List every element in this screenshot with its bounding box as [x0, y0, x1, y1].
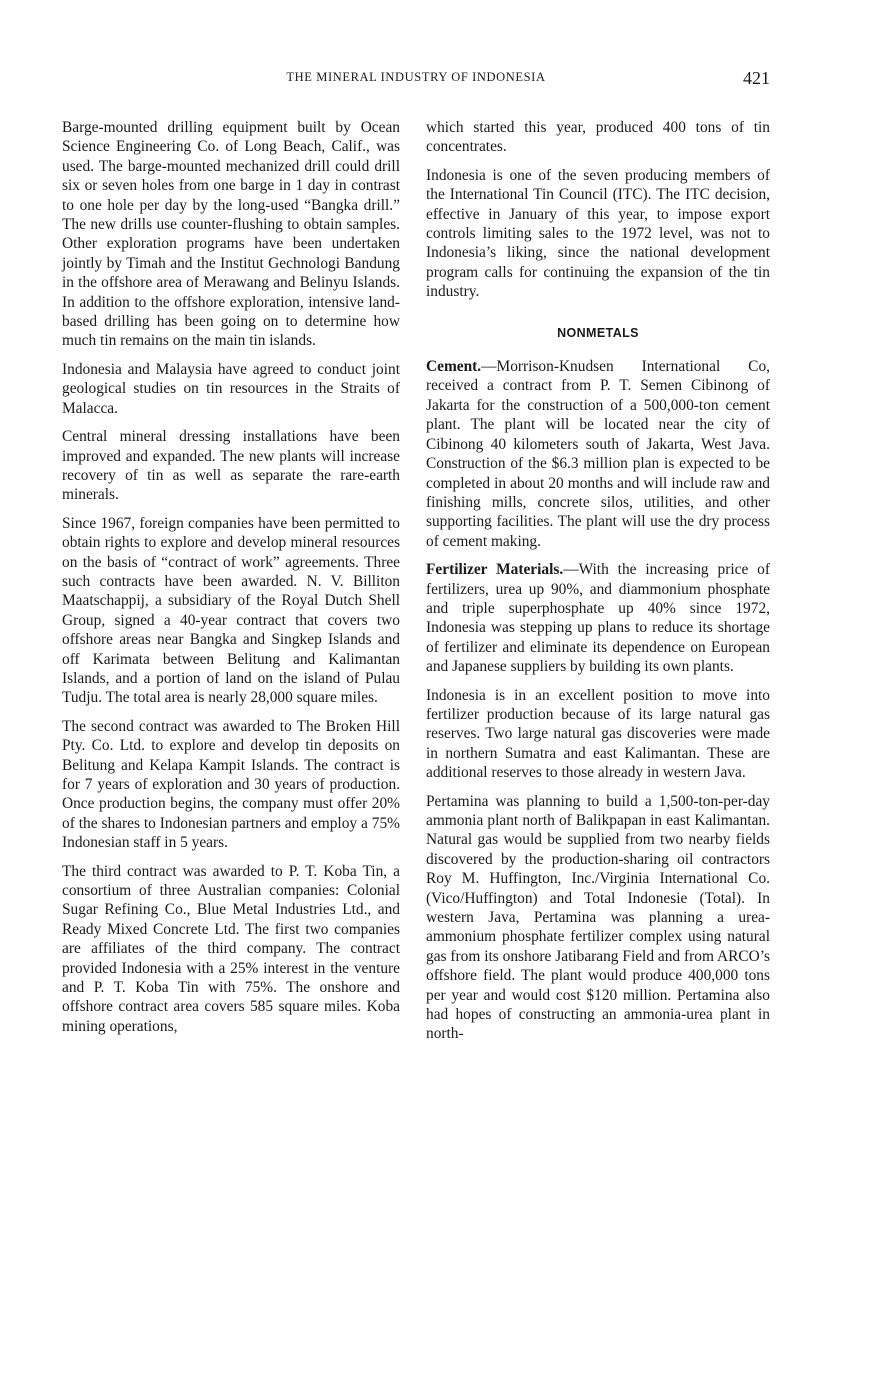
page-header: [62, 68, 770, 94]
paragraph: The second contract was awarded to The Broken Hill Pty. Co. Ltd. to explore and develop tin deposits on Belitung and Kelapa Kampit Islands. The contract is for 7 years of exploration and 30 years of production. Once production begins, the company must offer 20% of the shares to Indonesian partners and employ a 75% Indonesian staff in 5 years.: [62, 717, 400, 852]
left-column: [62, 118, 400, 1045]
paragraph-text: —With the increasing price of fertilizers, urea up 90%, and diammonium phosphate and triple superphosphate up 40% since 1972, Indonesia was stepping up plans to reduce its shortage of fertilizer and eliminate its dependence on European and Japanese suppliers by building its own plants.: [426, 561, 770, 676]
running-head: THE MINERAL INDUSTRY OF INDONESIA: [286, 70, 546, 84]
right-column: [426, 118, 770, 1053]
paragraph-text: —Morrison-Knudsen International Co, received a contract from P. T. Semen Cibinong of Jakarta for the construction of a 500,000-ton cement plant. The plant will be located near the city of Cibinong 40 kilometers south of Jakarta, West Java. Construction of the $6.3 million plan is expected to be completed in about 20 months and will include raw and finishing mills, concrete silos, utilities, and other supporting facilities. The plant will use the dry process of cement making.: [426, 358, 770, 550]
paragraph: The third contract was awarded to P. T. Koba Tin, a consortium of three Australian companies: Colonial Sugar Refining Co., Blue Metal Industries Ltd., and Ready Mixed Concrete Ltd. The first two companies are affiliates of the third company. The contract provided Indonesia with a 25% interest in the venture and P. T. Koba Tin with 75%. The onshore and offshore contract area covers 585 square miles. Koba mining operations,: [62, 862, 400, 1035]
section-heading: NONMETALS: [557, 325, 639, 340]
paragraph: Barge-mounted drilling equipment built by Ocean Science Engineering Co. of Long Beach, Calif., was used. The barge-mounted mechanized drill could drill six or seven holes from one barge in 1 day in contrast to one hole per day by the long-used “Bangka drill.” The new drills use counter-flushing to obtain samples. Other exploration programs have been undertaken jointly by Timah and the Institut Gechnologi Bandung in the offshore area of Merawang and Belinyu Islands. In addition to the offshore exploration, intensive land-based drilling has been going on to determine how much tin remains on the main tin islands.: [62, 119, 400, 350]
paragraph: Indonesia and Malaysia have agreed to conduct joint geological studies on tin resources in the Straits of Malacca.: [62, 360, 400, 417]
paragraph: which started this year, produced 400 tons of tin concentrates.: [426, 119, 770, 156]
paragraph-fertilizer: [426, 560, 770, 676]
run-in-heading: Cement.: [426, 358, 482, 376]
paragraph: Pertamina was planning to build a 1,500-ton-per-day ammonia plant north of Balikpapan in east Kalimantan. Natural gas would be supplied from two nearby fields discovered by the production-sharing oil contractors Roy M. Huffington, Inc./Virginia International Co. (Vico/Huffington) and Total Indonesie (Total). In western Java, Pertamina was planning a urea-ammonium phosphate fertilizer complex using natural gas from its onshore Jatibarang Field and from ARCO’s offshore field. The plant would produce 400,000 tons per year and would cost $120 million. Pertamina also had hopes of constructing an ammonia-urea plant in north-: [426, 792, 770, 1043]
run-in-heading: Fertilizer Materials.: [426, 561, 564, 579]
paragraph: Indonesia is one of the seven producing members of the International Tin Council (ITC). The ITC decision, effective in January of this year, to impose export controls limiting sales to the 1972 level, was not to Indonesia’s liking, since the national development program calls for continuing the expansion of the tin industry.: [426, 166, 770, 301]
paragraph-cement: [426, 357, 770, 551]
paragraph: Central mineral dressing installations have been improved and expanded. The new plants will increase recovery of tin as well as separate the rare-earth minerals.: [62, 428, 400, 504]
page-number: 421: [743, 68, 770, 88]
paragraph: Since 1967, foreign companies have been permitted to obtain rights to explore and develop mineral resources on the basis of “contract of work” agreements. Three such contracts have been awarded. N. V. Billiton Maatschappij, a subsidiary of the Royal Dutch Shell Group, signed a 40-year contract that covers two offshore areas near Bangka and Singkep Islands and off Karimata between Belitung and Kalimantan Islands, and a portion of land on the island of Pulau Tudju. The total area is nearly 28,000 square miles.: [62, 514, 400, 707]
paragraph: Indonesia is in an excellent position to move into fertilizer production because of its large natural gas reserves. Two large natural gas discoveries were made in northern Sumatra and east Kalimantan. These are additional reserves to those already in western Java.: [426, 686, 770, 782]
